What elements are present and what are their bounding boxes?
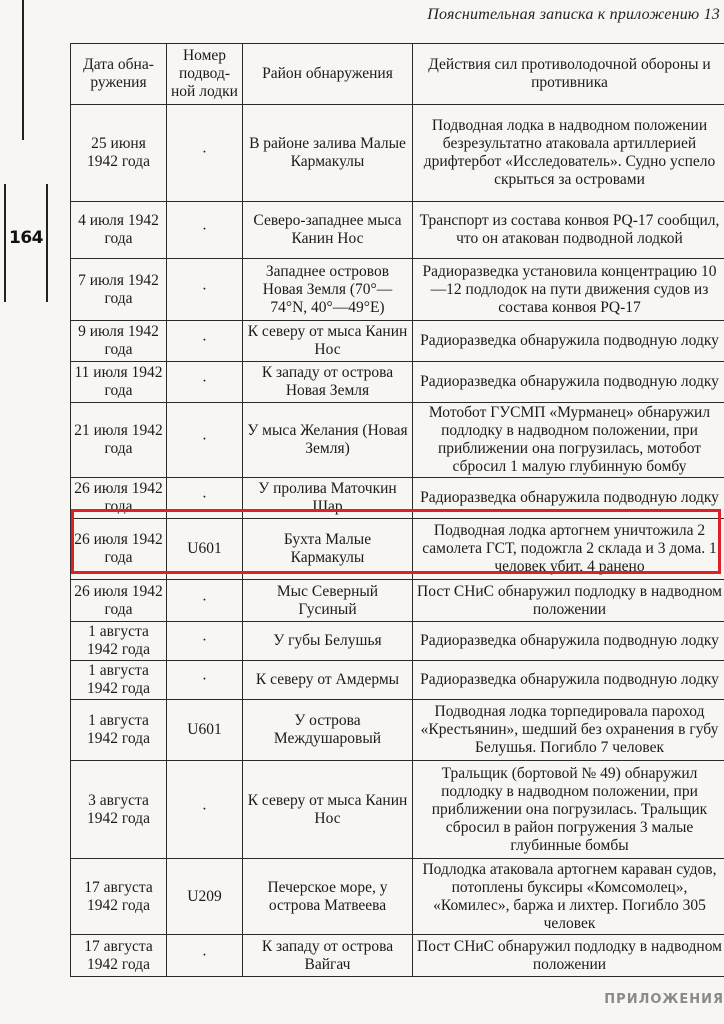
table-row [71,105,724,202]
table-row [71,935,724,977]
detection-table [70,43,724,977]
cell-area: У мыса Желания (Новая Земля) [243,403,413,478]
cell-area: Западнее островов Новая Земля (70°—74°N, 40°—49°E) [243,259,413,321]
cell-action: Тральщик (бортовой № 49) обнаружил подлодку в надводном положении, при приближении она погрузилась. Тральщик сбросил в район погружения 3 малые глубинные бомбы [413,761,724,859]
margin-rule-right [46,184,48,302]
cell-area: У пролива Маточкин Шар [243,478,413,519]
table-row [71,321,724,362]
cell-submarine: · [167,362,243,403]
cell-action: Радиоразведка обнаружила подводную лодку [413,622,724,661]
cell-area: У острова Междушаровый [243,700,413,761]
table-row [71,761,724,859]
cell-date: 9 июля 1942 года [71,321,167,362]
cell-date: 1 августа 1942 года [71,661,167,700]
cell-date: 11 июля 1942 года [71,362,167,403]
cell-date: 26 июля 1942 года [71,519,167,580]
margin-rule [22,0,24,140]
table-row [71,580,724,622]
cell-submarine: · [167,761,243,859]
cell-area: К северу от Амдермы [243,661,413,700]
cell-submarine: · [167,105,243,202]
table-header-row [71,44,724,105]
header-submarine: Номер подвод-ной лодки [167,44,243,105]
cell-submarine: · [167,259,243,321]
cell-area: В районе залива Малые Кармакулы [243,105,413,202]
page-number: 164 [9,228,43,248]
cell-date: 17 августа 1942 года [71,859,167,935]
cell-date: 1 августа 1942 года [71,700,167,761]
cell-action: Мотобот ГУСМП «Мурманец» обнаружил подлодку в надводном положении, при приближении она погрузилась, мотобот сбросил 1 малую глубинную бомбу [413,403,724,478]
cell-submarine: · [167,321,243,362]
header-area: Район обнаружения [243,44,413,105]
cell-area: Северо-западнее мыса Канин Нос [243,202,413,259]
table-row [71,859,724,935]
page-header-title: Пояснительная записка к приложению 13 [427,6,720,23]
cell-submarine: · [167,661,243,700]
cell-submarine: · [167,622,243,661]
cell-action: Радиоразведка обнаружила подводную лодку [413,661,724,700]
cell-submarine: · [167,935,243,977]
cell-action: Подлодка атаковала артогнем караван судов, потоплены буксиры «Комсомолец», «Комилес», баржа и лихтер. Погибло 305 человек [413,859,724,935]
cell-area: К западу от острова Вайгач [243,935,413,977]
cell-area: Печерское море, у острова Матвеева [243,859,413,935]
cell-date: 21 июля 1942 года [71,403,167,478]
cell-action: Подводная лодка артогнем уничтожила 2 самолета ГСТ, подожгла 2 склада и 3 дома. 1 человек убит, 4 ранено [413,519,724,580]
cell-submarine: U601 [167,700,243,761]
cell-submarine: · [167,202,243,259]
table-row [71,519,724,580]
table-row [71,362,724,403]
cell-area: Бухта Малые Кармакулы [243,519,413,580]
header-actions: Действия сил противолодочной обороны и противника [413,44,724,105]
table-row [71,622,724,661]
cell-date: 1 августа 1942 года [71,622,167,661]
cell-area: Мыс Северный Гусиный [243,580,413,622]
footer-label: ПРИЛОЖЕНИЯ [604,992,724,1007]
cell-action: Радиоразведка обнаружила подводную лодку [413,362,724,403]
margin-rule-left [4,184,6,302]
cell-action: Подводная лодка в надводном положении безрезультатно атаковала артиллерией дрифтербот «Исследователь». Судно успело скрыться за островами [413,105,724,202]
cell-date: 3 августа 1942 года [71,761,167,859]
cell-area: К западу от острова Новая Земля [243,362,413,403]
cell-area: К северу от мыса Канин Нос [243,761,413,859]
cell-date: 26 июля 1942 года [71,478,167,519]
cell-submarine: · [167,478,243,519]
header-date: Дата обна-ружения [71,44,167,105]
cell-submarine: U209 [167,859,243,935]
cell-action: Радиоразведка обнаружила подводную лодку [413,321,724,362]
table-row [71,478,724,519]
cell-date: 4 июля 1942 года [71,202,167,259]
cell-action: Радиоразведка установила концентрацию 10—12 подлодок на пути движения судов из состава конвоя PQ-17 [413,259,724,321]
table-row [71,202,724,259]
cell-action: Радиоразведка обнаружила подводную лодку [413,478,724,519]
cell-action: Пост СНиС обнаружил подлодку в надводном положении [413,935,724,977]
cell-submarine: U601 [167,519,243,580]
cell-area: К северу от мыса Канин Нос [243,321,413,362]
table-row [71,661,724,700]
cell-action: Подводная лодка торпедировала пароход «Крестьянин», шедший без охранения в губу Белушья. Погибло 7 человек [413,700,724,761]
cell-submarine: · [167,403,243,478]
cell-date: 7 июля 1942 года [71,259,167,321]
cell-date: 17 августа 1942 года [71,935,167,977]
cell-action: Пост СНиС обнаружил подлодку в надводном положении [413,580,724,622]
cell-area: У губы Белушья [243,622,413,661]
cell-action: Транспорт из состава конвоя PQ-17 сообщил, что он атакован подводной лодкой [413,202,724,259]
cell-date: 26 июля 1942 года [71,580,167,622]
table-row [71,403,724,478]
table-row [71,700,724,761]
table-row [71,259,724,321]
cell-date: 25 июня 1942 года [71,105,167,202]
cell-submarine: · [167,580,243,622]
